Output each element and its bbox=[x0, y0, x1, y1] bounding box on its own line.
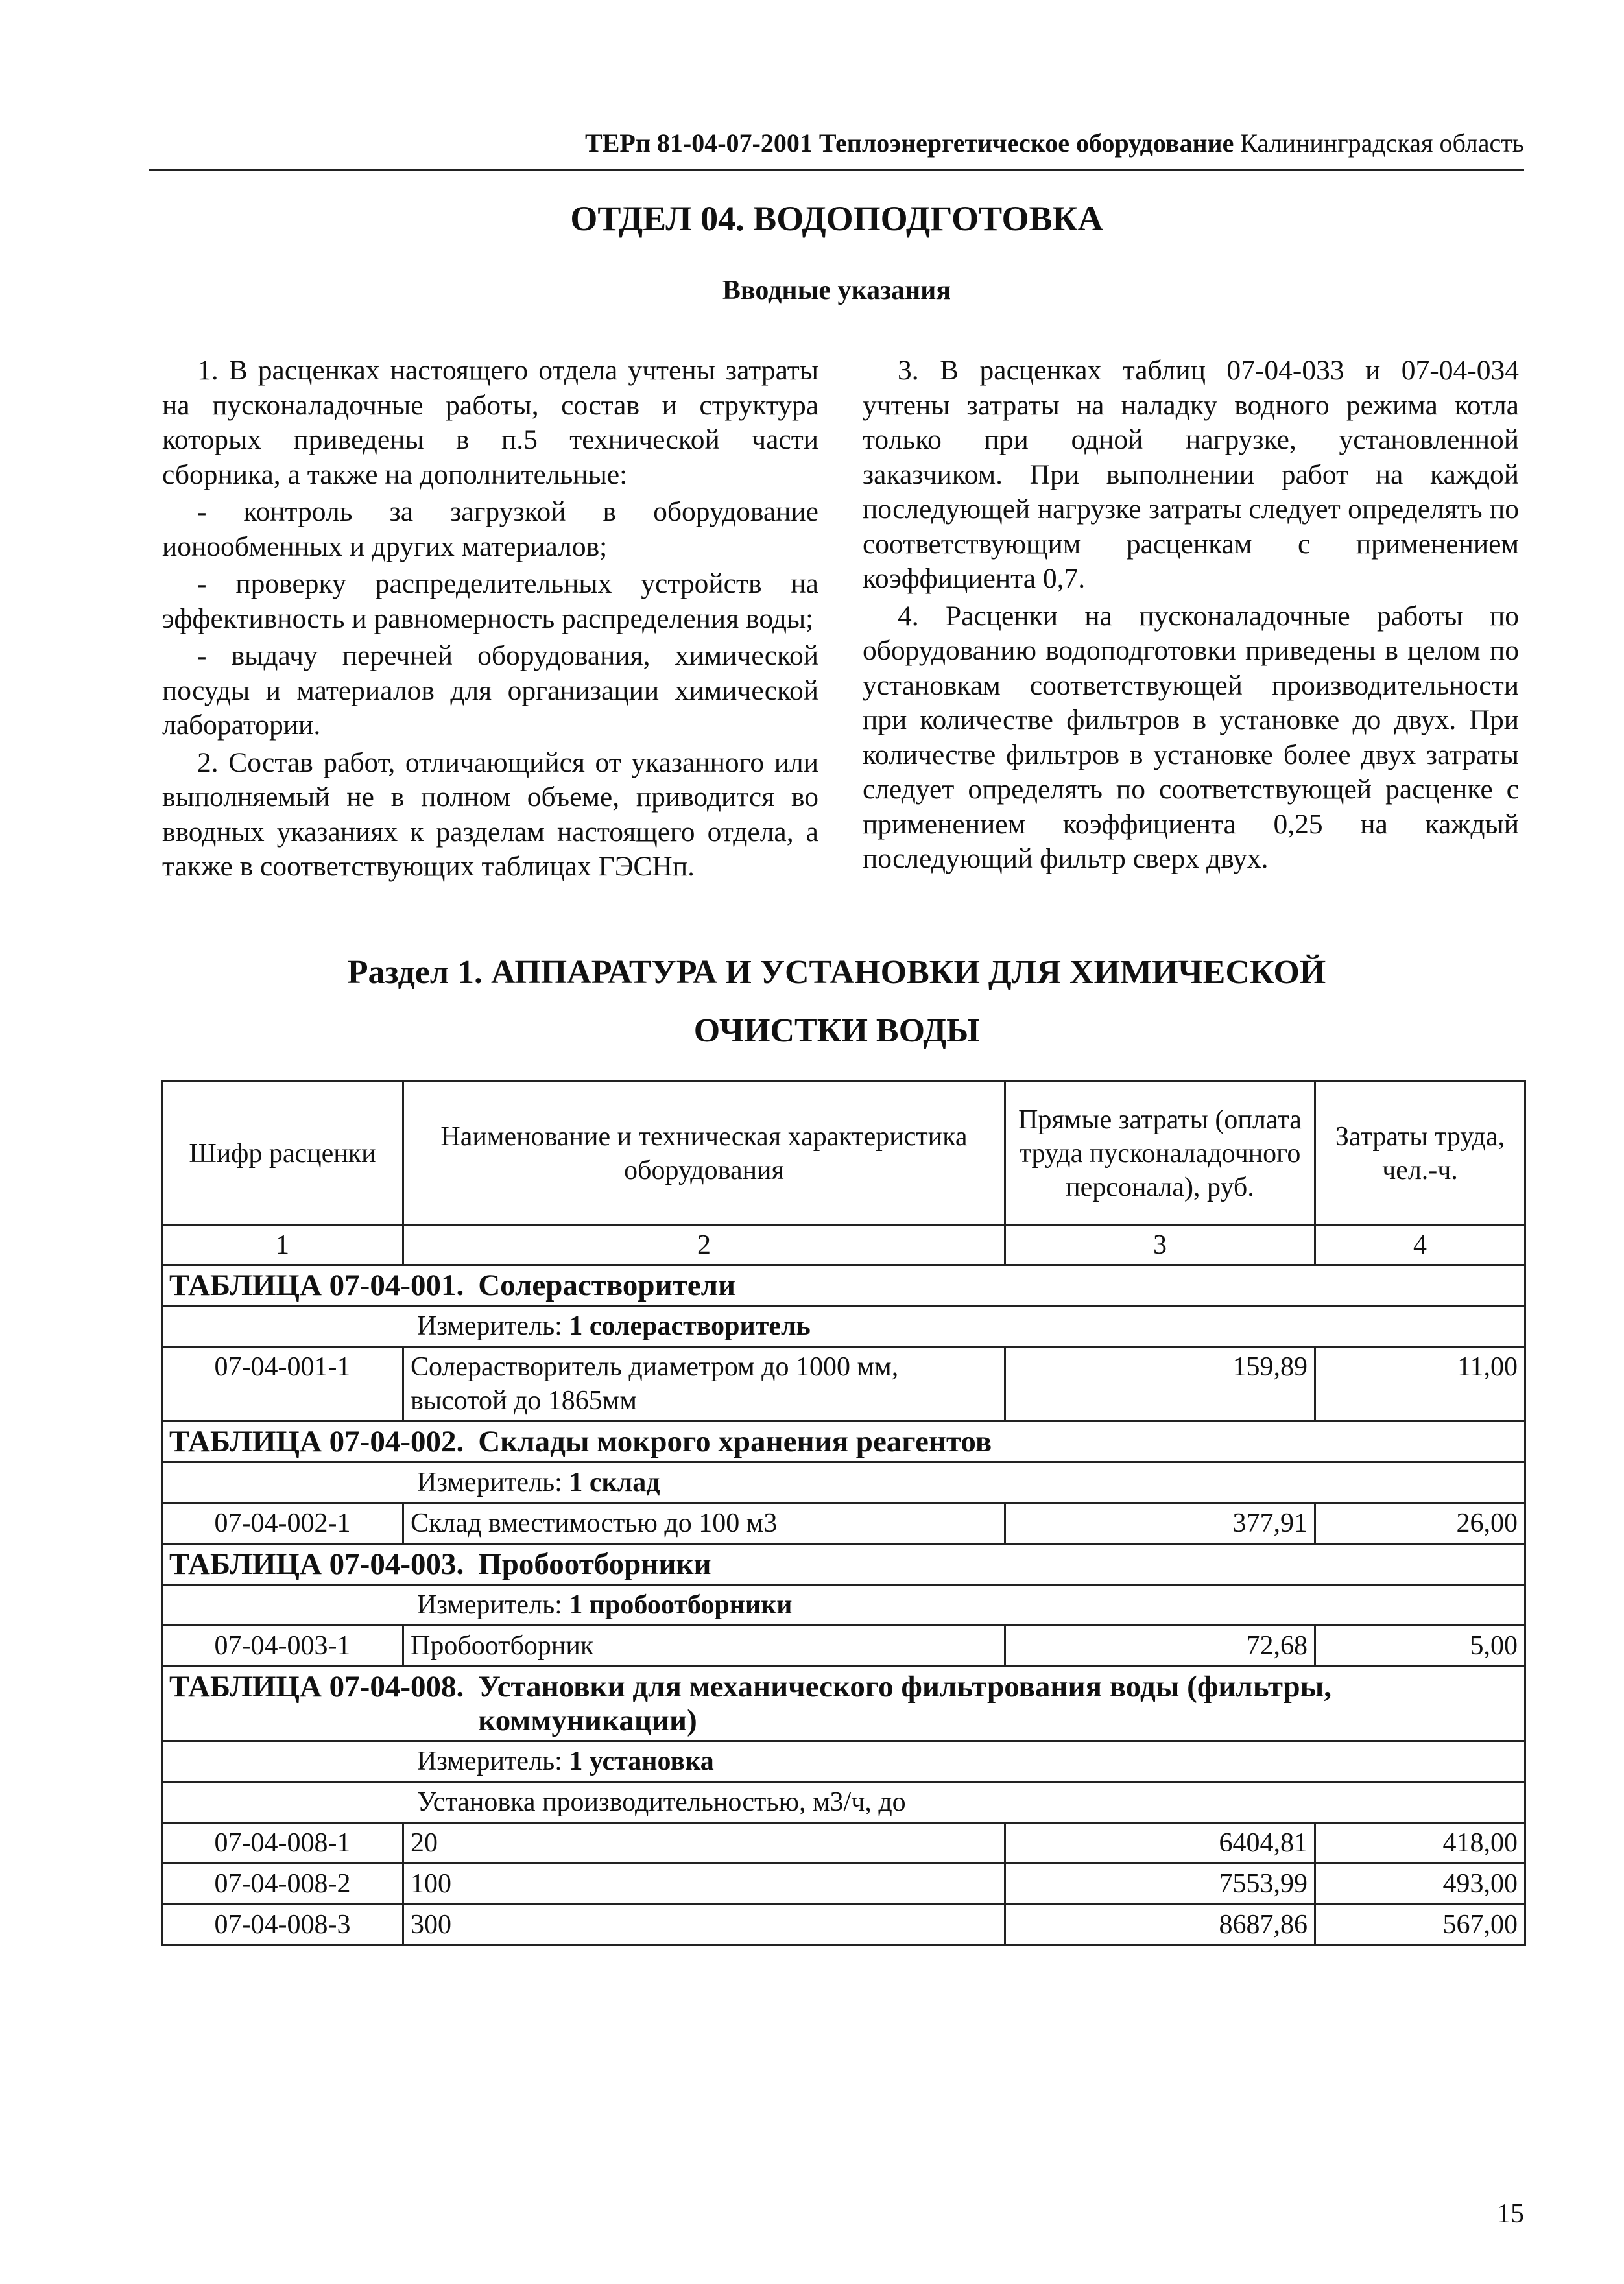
row-name: Пробоотборник bbox=[403, 1626, 1005, 1667]
header-divider bbox=[149, 169, 1524, 171]
table-title-row bbox=[162, 1265, 1525, 1306]
running-header bbox=[149, 127, 1524, 160]
subheader-text: Установка производительностью, м3/ч, до bbox=[417, 1787, 906, 1817]
subheader-row bbox=[162, 1782, 1525, 1823]
razdel-title-line: Раздел 1. АППАРАТУРА И УСТАНОВКИ ДЛЯ ХИМИЧЕСКОЙ bbox=[347, 954, 1326, 991]
table-title-label: ТАБЛИЦА 07-04-002. bbox=[169, 1425, 464, 1458]
row-name: Склад вместимостью до 100 м3 bbox=[403, 1503, 1005, 1544]
measure-unit: 1 пробоотборники bbox=[569, 1590, 793, 1620]
table-title-name: Установки для механического фильтрования воды (фильтры, коммуникации) bbox=[478, 1670, 1332, 1737]
column-number: 2 bbox=[403, 1226, 1005, 1265]
intro-paragraph: 2. Состав работ, отличающийся от указанного или выполняемый не в полном объеме, приводится во вводных указаниях к разделам настоящего отдела, а также в соответствующих таблицах ГЭСНп. bbox=[162, 746, 818, 882]
intro-paragraph: 1. В расценках настоящего отдела учтены затраты на пусконаладочные работы, состав и структура которых приведены в п.5 технической части сборника, а также на дополнительные: bbox=[162, 355, 818, 490]
intro-left-column bbox=[162, 353, 818, 887]
intro-right-column bbox=[863, 353, 1519, 879]
table-row bbox=[162, 1864, 1525, 1905]
header-code-cell: Шифр расценки bbox=[162, 1082, 403, 1226]
header-region: Калининградская область bbox=[1240, 128, 1524, 158]
table-title-name: Склады мокрого хранения реагентов bbox=[478, 1425, 992, 1458]
header-labor-cell: Затраты труда, чел.-ч. bbox=[1315, 1082, 1525, 1226]
header-name-cell: Наименование и техническая характеристика оборудования bbox=[403, 1082, 1005, 1226]
header-cost-cell: Прямые затраты (оплата труда пусконаладочного персонала), руб. bbox=[1005, 1082, 1315, 1226]
row-labor: 5,00 bbox=[1315, 1626, 1525, 1667]
intro-paragraph: 4. Расценки на пусконаладочные работы по оборудованию водоподготовки приведены в целом по установкам соответствующей производительности при количестве фильтров в установке до двух. При количестве фильтров в установке более двух затраты следует определять по соответствующей расценке с применением коэффициента 0,25 на каждый последующий фильтр сверх двух. bbox=[863, 600, 1519, 874]
intro-paragraph: - выдачу перечней оборудования, химической посуды и материалов для организации химической лаборатории. bbox=[162, 640, 818, 741]
table-title-label: ТАБЛИЦА 07-04-001. bbox=[169, 1268, 464, 1302]
table-title-row bbox=[162, 1667, 1525, 1741]
razdel-title-line: ОЧИСТКИ ВОДЫ bbox=[693, 1012, 980, 1049]
row-labor: 418,00 bbox=[1315, 1823, 1525, 1864]
table-title-label: ТАБЛИЦА 07-04-003. bbox=[169, 1547, 464, 1581]
measure-unit: 1 склад bbox=[569, 1468, 660, 1497]
measure-prefix: Измеритель: bbox=[417, 1590, 562, 1620]
row-code: 07-04-008-3 bbox=[162, 1905, 403, 1945]
section-title: ОТДЕЛ 04. ВОДОПОДГОТОВКА bbox=[570, 199, 1103, 238]
table-row bbox=[162, 1823, 1525, 1864]
table-row bbox=[162, 1626, 1525, 1667]
row-name: 300 bbox=[403, 1905, 1005, 1945]
table-title-row bbox=[162, 1422, 1525, 1462]
table-row bbox=[162, 1347, 1525, 1422]
row-code: 07-04-001-1 bbox=[162, 1347, 403, 1422]
razdel-title bbox=[149, 944, 1524, 1060]
row-labor: 11,00 bbox=[1315, 1347, 1525, 1422]
column-number: 3 bbox=[1005, 1226, 1315, 1265]
measure-prefix: Измеритель: bbox=[417, 1311, 562, 1341]
row-cost: 72,68 bbox=[1005, 1626, 1315, 1667]
table-title-name: Пробоотборники bbox=[478, 1547, 711, 1581]
intro-paragraph: - проверку распределительных устройств на эффективность и равномерность распределения воды; bbox=[162, 568, 818, 634]
row-cost: 7553,99 bbox=[1005, 1864, 1315, 1905]
measure-row bbox=[162, 1306, 1525, 1347]
row-code: 07-04-008-1 bbox=[162, 1823, 403, 1864]
row-cost: 159,89 bbox=[1005, 1347, 1315, 1422]
header-code: ТЕРп 81-04-07-2001 bbox=[585, 128, 813, 158]
row-labor: 493,00 bbox=[1315, 1864, 1525, 1905]
row-name: Солерастворитель диаметром до 1000 мм, высотой до 1865мм bbox=[403, 1347, 1005, 1422]
column-number-row bbox=[162, 1226, 1525, 1265]
row-code: 07-04-002-1 bbox=[162, 1503, 403, 1544]
measure-prefix: Измеритель: bbox=[417, 1468, 562, 1497]
column-number: 1 bbox=[162, 1226, 403, 1265]
measure-row bbox=[162, 1741, 1525, 1782]
row-code: 07-04-003-1 bbox=[162, 1626, 403, 1667]
table-header-row bbox=[162, 1082, 1525, 1226]
measure-row bbox=[162, 1585, 1525, 1626]
row-labor: 26,00 bbox=[1315, 1503, 1525, 1544]
row-name: 20 bbox=[403, 1823, 1005, 1864]
column-number: 4 bbox=[1315, 1226, 1525, 1265]
measure-unit: 1 установка bbox=[569, 1746, 714, 1776]
intro-paragraph: 3. В расценках таблиц 07-04-033 и 07-04-034 учтены затраты на наладку водного режима котла только при одной нагрузке, установленной заказчиком. При выполнении работ на каждой последующей нагрузке затраты следует определять по соответствующим расценкам с применением коэффициента 0,7. bbox=[863, 355, 1519, 594]
measure-prefix: Измеритель: bbox=[417, 1746, 562, 1776]
row-labor: 567,00 bbox=[1315, 1905, 1525, 1945]
measure-unit: 1 солерастворитель bbox=[569, 1311, 811, 1341]
table-title-name: Солерастворители bbox=[478, 1268, 736, 1302]
row-name: 100 bbox=[403, 1864, 1005, 1905]
measure-row bbox=[162, 1462, 1525, 1503]
intro-paragraph: - контроль за загрузкой в оборудование ионообменных и других материалов; bbox=[162, 496, 818, 562]
table-title-row bbox=[162, 1544, 1525, 1585]
row-cost: 8687,86 bbox=[1005, 1905, 1315, 1945]
table-row bbox=[162, 1503, 1525, 1544]
page-number: 15 bbox=[1497, 2199, 1524, 2229]
header-subject: Теплоэнергетическое оборудование bbox=[818, 128, 1234, 158]
table-title-label: ТАБЛИЦА 07-04-008. bbox=[169, 1670, 464, 1704]
row-cost: 6404,81 bbox=[1005, 1823, 1315, 1864]
row-cost: 377,91 bbox=[1005, 1503, 1315, 1544]
intro-title: Вводные указания bbox=[722, 276, 951, 305]
row-code: 07-04-008-2 bbox=[162, 1864, 403, 1905]
table-row bbox=[162, 1905, 1525, 1945]
rates-table bbox=[161, 1080, 1526, 1946]
